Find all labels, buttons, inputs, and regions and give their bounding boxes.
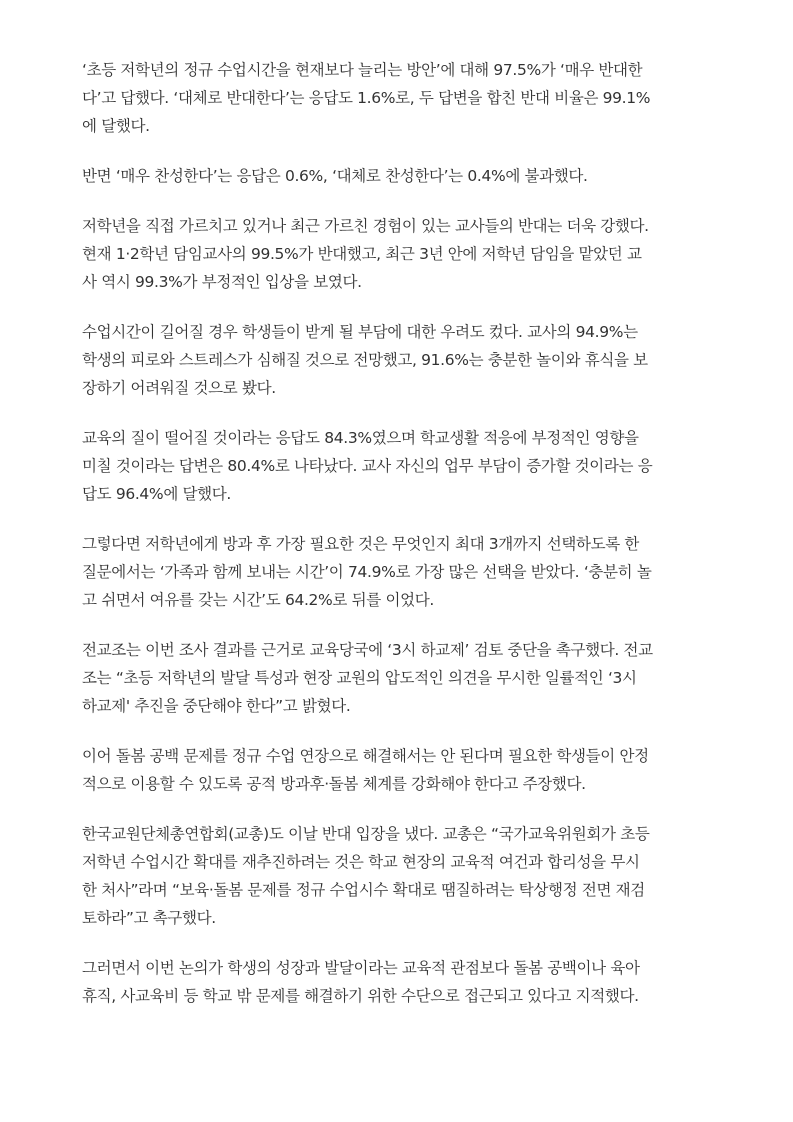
article-paragraph bbox=[82, 162, 714, 190]
text-line: 질문에서는 ‘가족과 함께 보내는 시간’이 74.9%로 가장 많은 선택을 받았다. ‘충분히 놀 bbox=[82, 563, 652, 581]
article-paragraph bbox=[82, 530, 714, 614]
text-line: 조는 “초등 저학년의 발달 특성과 현장 교원의 압도적인 의견을 무시한 일률적인 ‘3시 bbox=[82, 669, 637, 687]
article-paragraph bbox=[82, 954, 714, 1010]
text-line: 수업시간이 길어질 경우 학생들이 받게 될 부담에 대한 우려도 컸다. 교사의 94.9%는 bbox=[82, 323, 638, 341]
article-paragraph bbox=[82, 56, 714, 140]
article-paragraph bbox=[82, 424, 714, 508]
text-line: 미칠 것이라는 답변은 80.4%로 나타났다. 교사 자신의 업무 부담이 증가할 것이라는 응 bbox=[82, 457, 653, 475]
text-line: 한국교원단체총연합회(교총)도 이날 반대 입장을 냈다. 교총은 “국가교육위원회가 초등 bbox=[82, 825, 650, 843]
text-line: 하교제' 추진을 중단해야 한다”고 밝혔다. bbox=[82, 697, 351, 715]
text-line: 저학년 수업시간 확대를 재추진하려는 것은 학교 현장의 교육적 여건과 합리성을 무시 bbox=[82, 853, 640, 871]
text-line: 휴직, 사교육비 등 학교 밖 문제를 해결하기 위한 수단으로 접근되고 있다고 지적했다. bbox=[82, 987, 639, 1005]
article-paragraph bbox=[82, 636, 714, 720]
text-line: 토하라”고 촉구했다. bbox=[82, 909, 216, 927]
text-line: 장하기 어려워질 것으로 봤다. bbox=[82, 379, 276, 397]
text-line: 교육의 질이 떨어질 것이라는 응답도 84.3%였으며 학교생활 적응에 부정적인 영향을 bbox=[82, 429, 639, 447]
text-line: 적으로 이용할 수 있도록 공적 방과후·돌봄 체계를 강화해야 한다고 주장했다. bbox=[82, 775, 586, 793]
text-line: 저학년을 직접 가르치고 있거나 최근 가르친 경험이 있는 교사들의 반대는 더욱 강했다. bbox=[82, 217, 649, 235]
text-line: 그러면서 이번 논의가 학생의 성장과 발달이라는 교육적 관점보다 돌봄 공백이나 육아 bbox=[82, 959, 640, 977]
text-line: 다’고 답했다. ‘대체로 반대한다’는 응답도 1.6%로, 두 답변을 합친 반대 비율은 99.1% bbox=[82, 89, 651, 107]
article-paragraph bbox=[82, 820, 714, 932]
text-line: 한 처사”라며 “보육·돌봄 문제를 정규 수업시수 확대로 땜질하려는 탁상행정 전면 재검 bbox=[82, 881, 645, 899]
text-line: 이어 돌봄 공백 문제를 정규 수업 연장으로 해결해서는 안 된다며 필요한 학생들이 안정 bbox=[82, 747, 649, 765]
text-line: 학생의 피로와 스트레스가 심해질 것으로 전망했고, 91.6%는 충분한 놀이와 휴식을 보 bbox=[82, 351, 648, 369]
text-line: 에 달했다. bbox=[82, 117, 150, 135]
text-line: 현재 1·2학년 담임교사의 99.5%가 반대했고, 최근 3년 안에 저학년 담임을 맡았던 교 bbox=[82, 245, 642, 263]
text-line: 그렇다면 저학년에게 방과 후 가장 필요한 것은 무엇인지 최대 3개까지 선택하도록 한 bbox=[82, 535, 640, 553]
text-line: 고 쉬면서 여유를 갖는 시간’도 64.2%로 뒤를 이었다. bbox=[82, 591, 434, 609]
text-line: 답도 96.4%에 달했다. bbox=[82, 485, 231, 503]
article-paragraph bbox=[82, 318, 714, 402]
article-body bbox=[82, 56, 714, 1032]
article-paragraph bbox=[82, 742, 714, 798]
text-line: 사 역시 99.3%가 부정적인 입상을 보였다. bbox=[82, 273, 362, 291]
text-line: ‘초등 저학년의 정규 수업시간을 현재보다 늘리는 방안’에 대해 97.5%가 ‘매우 반대한 bbox=[82, 61, 643, 79]
article-paragraph bbox=[82, 212, 714, 296]
text-line: 반면 ‘매우 찬성한다’는 응답은 0.6%, ‘대체로 찬성한다’는 0.4%에 불과했다. bbox=[82, 167, 588, 185]
text-line: 전교조는 이번 조사 결과를 근거로 교육당국에 ‘3시 하교제’ 검토 중단을 촉구했다. 전교 bbox=[82, 641, 653, 659]
